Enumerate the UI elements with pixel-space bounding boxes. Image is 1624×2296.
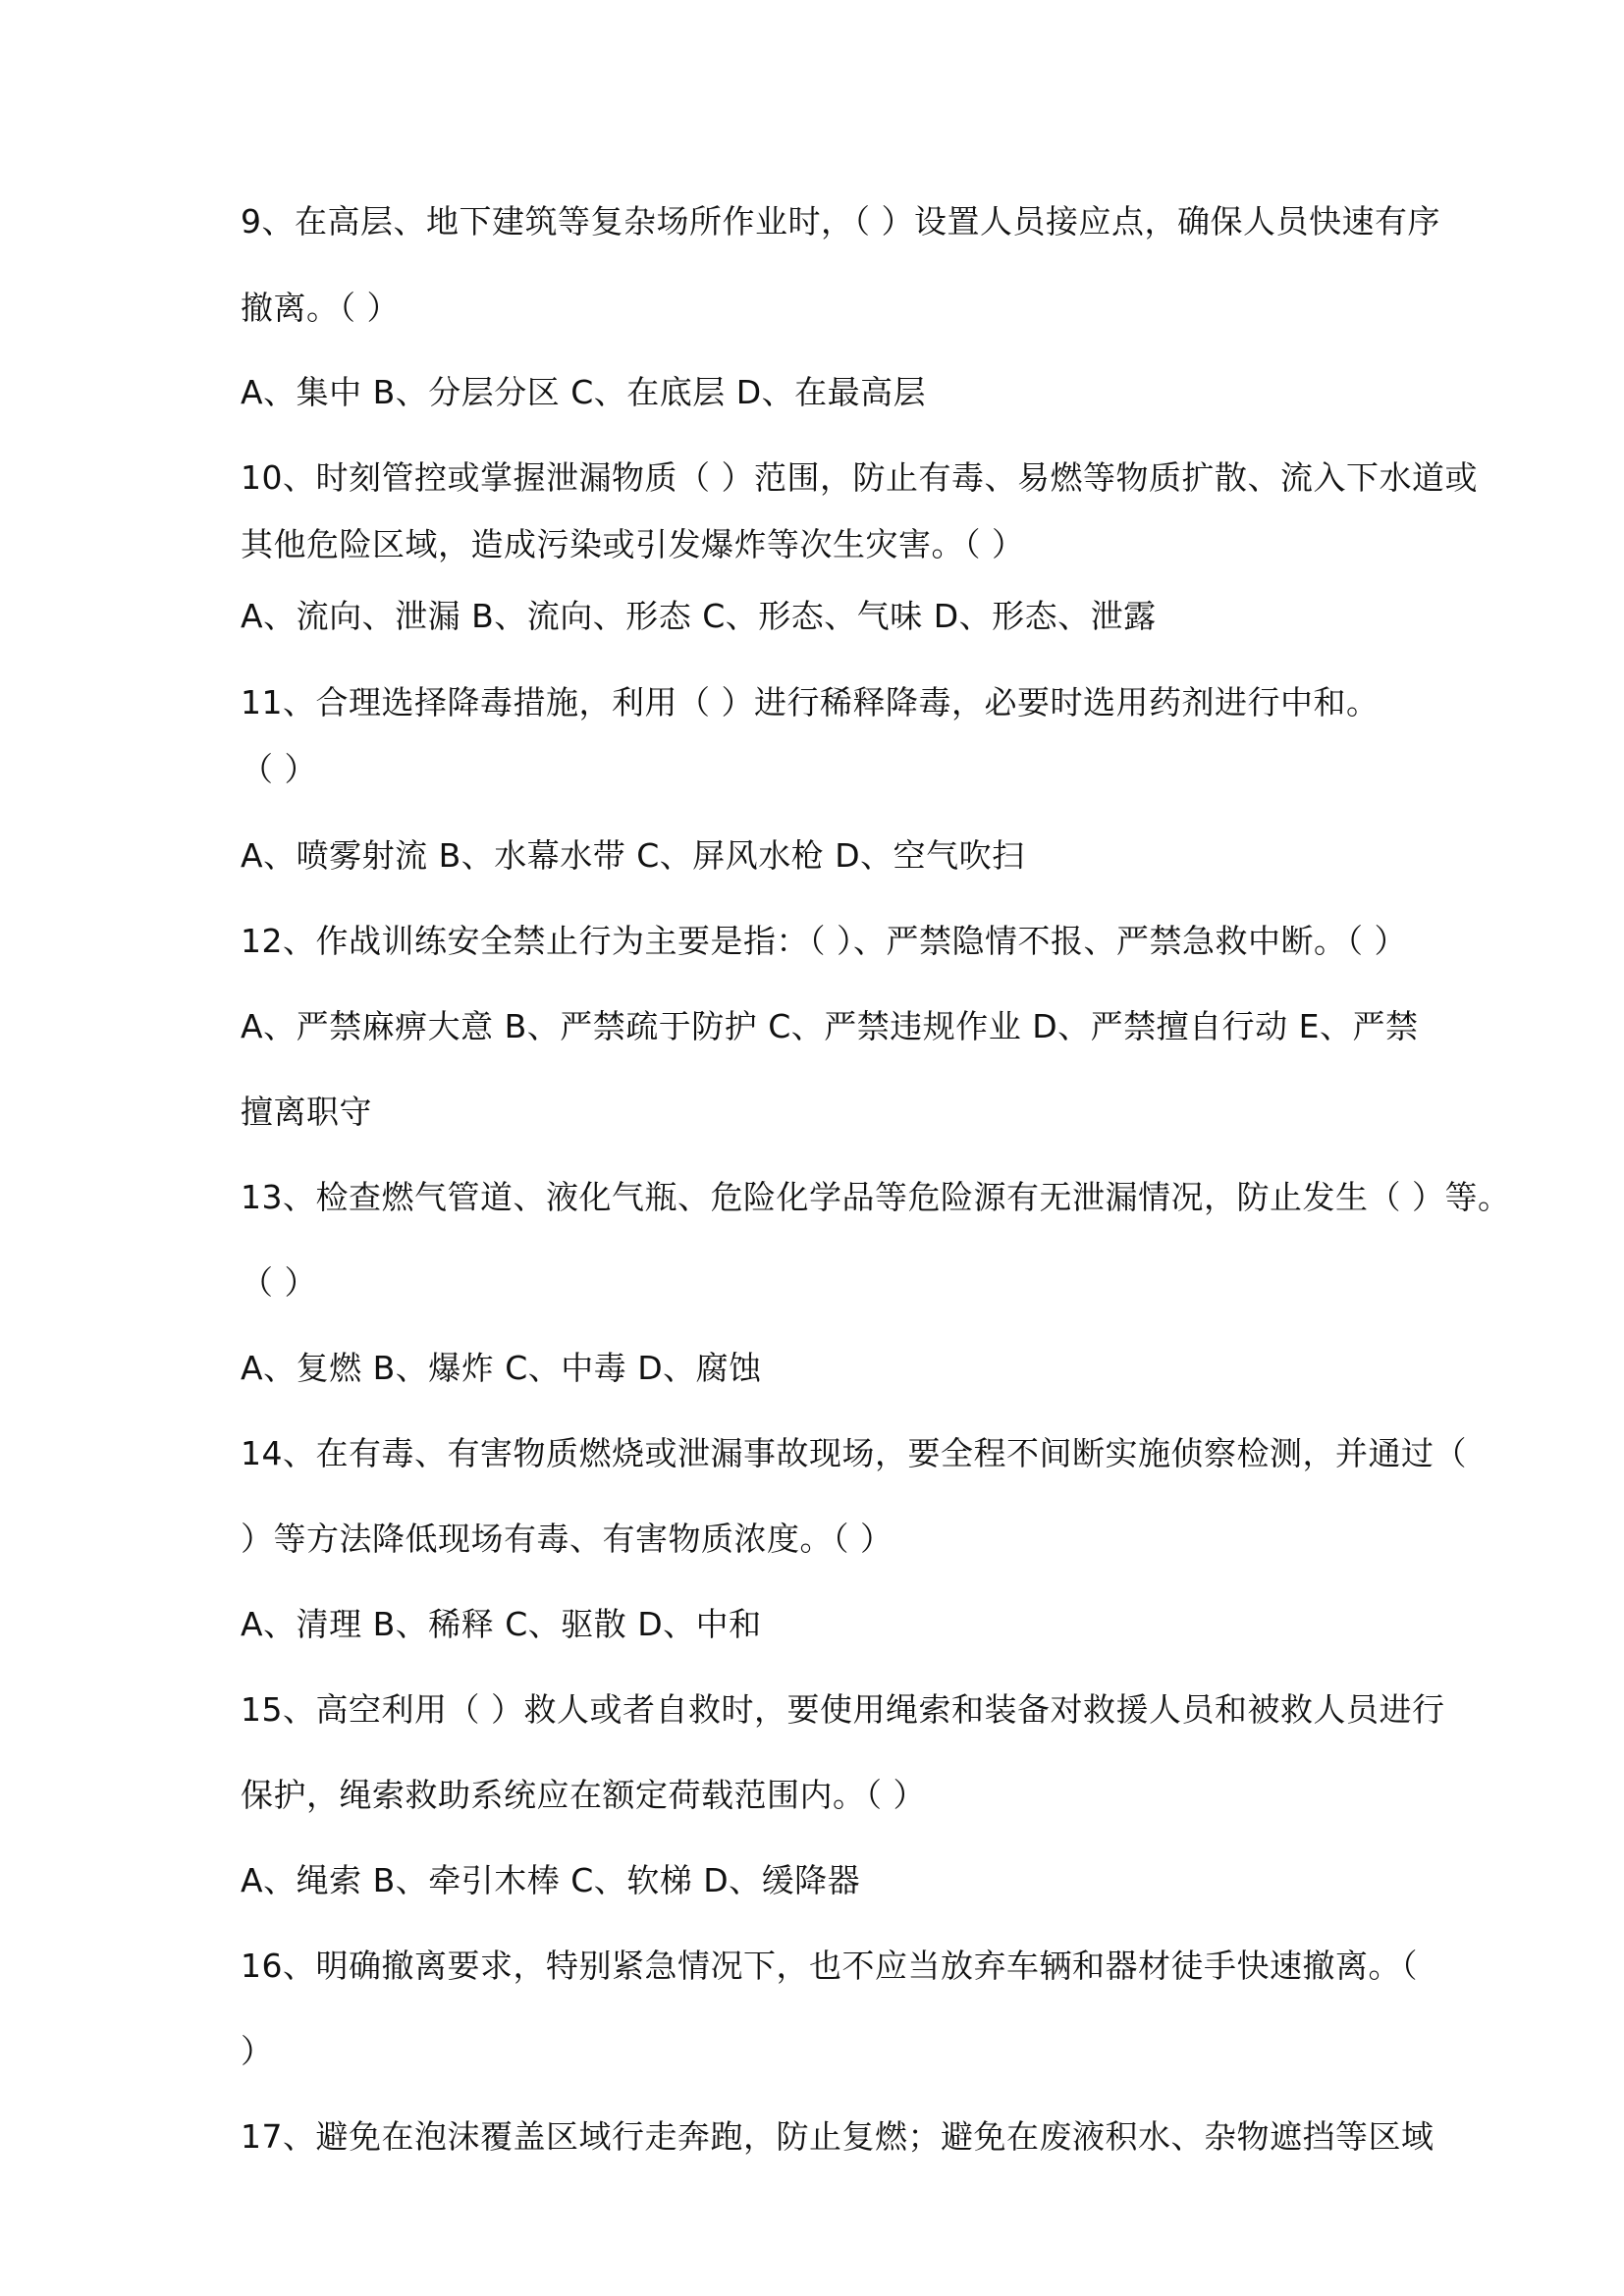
question-13-text: 13、检查燃气管道、液化气瓶、危险化学品等危险源有无泄漏情况，防止发生（ ）等。 bbox=[241, 1178, 1511, 1216]
question-10-text-cont: 其他危险区域，造成污染或引发爆炸等次生灾害。（ ） bbox=[241, 525, 1025, 563]
question-15-text-cont: 保护，绳索救助系统应在额定荷载范围内。（ ） bbox=[241, 1776, 926, 1814]
question-14-text: 14、在有毒、有害物质燃烧或泄漏事故现场，要全程不间断实施侦察检测，并通过（ bbox=[241, 1434, 1467, 1472]
question-12-text: 12、作战训练安全禁止行为主要是指：（ ）、严禁隐情不报、严禁急救中断。（ ） bbox=[241, 922, 1407, 960]
question-14-text-cont: ）等方法降低现场有毒、有害物质浓度。（ ） bbox=[241, 1520, 893, 1558]
question-17-text: 17、避免在泡沫覆盖区域行走奔跑，防止复燃；避免在废液积水、杂物遮挡等区域 bbox=[241, 2117, 1435, 2156]
question-14-options: A、清理 B、稀释 C、驱散 D、中和 bbox=[241, 1605, 762, 1643]
question-12-options: A、严禁麻痹大意 B、严禁疏于防护 C、严禁违规作业 D、严禁擅自行动 E、严禁 bbox=[241, 1007, 1419, 1045]
question-12-options-cont: 擅离职守 bbox=[241, 1093, 372, 1131]
question-9-text-cont: 撤离。（ ） bbox=[241, 289, 400, 327]
question-15-options: A、绳索 B、牵引木棒 C、软梯 D、缓降器 bbox=[241, 1861, 861, 1899]
question-9-options: A、集中 B、分层分区 C、在底层 D、在最高层 bbox=[241, 373, 927, 411]
question-13-options: A、复燃 B、爆炸 C、中毒 D、腐蚀 bbox=[241, 1349, 762, 1387]
question-10-options: A、流向、泄漏 B、流向、形态 C、形态、气味 D、形态、泄露 bbox=[241, 597, 1157, 635]
question-11-answer-blank: （ ） bbox=[241, 750, 317, 788]
question-13-answer-blank: （ ） bbox=[241, 1263, 317, 1302]
question-11-options: A、喷雾射流 B、水幕水带 C、屏风水枪 D、空气吹扫 bbox=[241, 836, 1025, 875]
question-16-text-cont: ） bbox=[241, 2032, 274, 2070]
question-10-text: 10、时刻管控或掌握泄漏物质（ ）范围，防止有毒、易燃等物质扩散、流入下水道或 bbox=[241, 458, 1478, 497]
question-15-text: 15、高空利用（ ）救人或者自救时，要使用绳索和装备对救援人员和被救人员进行 bbox=[241, 1690, 1445, 1729]
question-16-text: 16、明确撤离要求，特别紧急情况下，也不应当放弃车辆和器材徒手快速撤离。（ bbox=[241, 1947, 1418, 1985]
question-9-text: 9、在高层、地下建筑等复杂场所作业时，（ ）设置人员接应点，确保人员快速有序 bbox=[241, 202, 1440, 240]
question-11-text: 11、合理选择降毒措施，利用（ ）进行稀释降毒，必要时选用药剂进行中和。 bbox=[241, 683, 1380, 721]
